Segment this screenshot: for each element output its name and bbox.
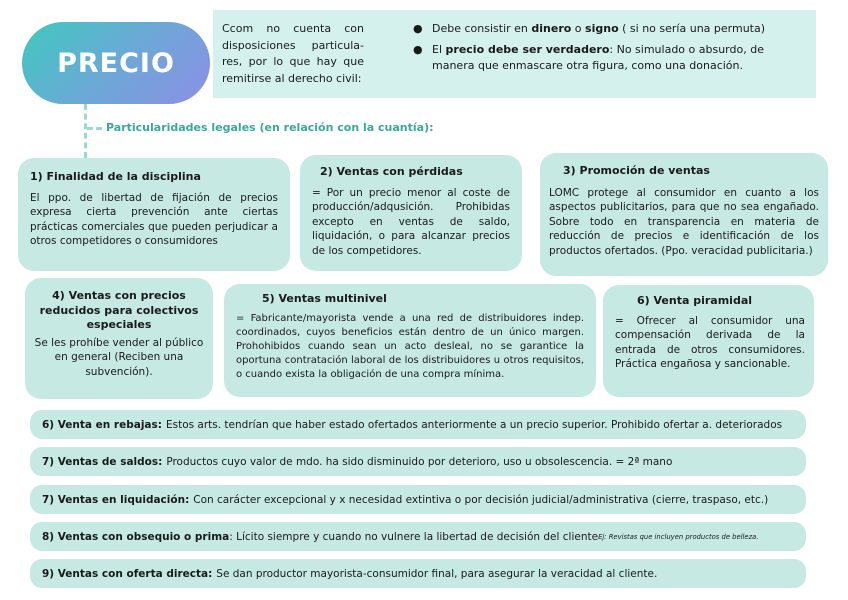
card-venta-piramidal: [603, 285, 814, 397]
card-ventas-multinivel: [224, 284, 596, 397]
page-title-text: PRECIO: [57, 47, 175, 79]
list-item-rebajas: 6) Venta en rebajas: Estos arts. tendrían que haber estado ofertados anteriormente a un precio superior. Prohibido ofertar a. deteriorados: [30, 410, 806, 439]
page-title: [22, 22, 210, 104]
requirements-list: [410, 21, 812, 77]
list-item-saldos: 7) Ventas de saldos: Productos cuyo valor de mdo. ha sido disminuido por deterioro, uso u obsolescencia. = 2ª mano: [30, 447, 806, 476]
card-title: 2) Ventas con pérdidas: [320, 165, 463, 178]
card-body: LOMC protege al consumidor en cuanto a los aspectos publicitarios, para que no sea engañado. Sobre todo en transparencia en materia de reducción de precios e identificación de los productos ofertados. (Ppo. veracidad publicitaria.): [549, 186, 819, 257]
requirement-true-price: ● El precio debe ser verdadero: No simulado o absurdo, de manera que enmascare otra figura, como una donación.: [413, 42, 764, 72]
card-title: 1) Finalidad de la disciplina: [30, 170, 201, 183]
card-title: 6) Venta piramidal: [637, 294, 753, 307]
card-title: 5) Ventas multinivel: [262, 292, 387, 305]
intro-text: Ccom no cuenta con disposiciones particula-res, por lo que hay que remitirse al derecho civil:: [222, 22, 364, 85]
list-item-oferta-directa: 9) Ventas con oferta directa: Se dan productor mayorista-consumidor final, para asegurar la veracidad al cliente.: [30, 559, 806, 588]
bullet-icon: ●: [413, 42, 423, 56]
card-promocion-ventas: [540, 153, 828, 276]
card-body: El ppo. de libertad de fijación de precios expresa cierta prevención ante ciertas prácticas comerciales que pueden perjudicar a otros competidores o consumidores: [30, 191, 278, 247]
bullet-icon: ●: [413, 22, 423, 35]
section-title: Particularidades legales (en relación con la cuantía):: [106, 121, 434, 134]
card-body: Se les prohíbe vender al público en general (Reciben una subvención).: [34, 336, 204, 378]
card-title: 4) Ventas con precios reducidos para colectivos especiales: [39, 289, 199, 331]
card-body: = Fabricante/mayorista vende a una red de distribuidores indep. coordinados, cuyos beneficios están dentro de un único margen. Prohohibidos cuando sean un acto desleal, no se garantice la oportuna contratación laboral de los distribuidores u otros requisitos, o cuando exista la obligación de una compra mínima.: [236, 312, 584, 380]
card-body: = Ofrecer al consumidor una compensación derivada de la entrada de otros consumidores. Práctica engañosa y sancionable.: [615, 314, 805, 370]
requirement-money: ● Debe consistir en dinero o signo ( si no sería una permuta): [410, 21, 812, 38]
list-item-obsequio: 8) Ventas con obsequio o prima : Lícito siempre y cuando no vulnere la libertad de decisión del cliente Ej: Revistas que incluyen productos de belleza.: [30, 522, 806, 551]
example-note: Ej: Revistas que incluyen productos de belleza.: [598, 532, 759, 541]
list-item-liquidacion: 7) Ventas en liquidación: Con carácter excepcional y x necesidad extintiva o por decisión judicial/administrativa (cierre, traspaso, etc.): [30, 485, 806, 514]
card-body: = Por un precio menor al coste de producción/adqusición. Prohibidas excepto en ventas de saldo, liquidación, o para alcanzar precios de los competidores.: [312, 186, 510, 257]
card-finalidad: [18, 158, 290, 271]
connector-line: [84, 104, 87, 158]
connector-line: [87, 127, 102, 130]
card-title: 3) Promoción de ventas: [563, 164, 710, 177]
card-precios-reducidos: [25, 278, 213, 399]
card-ventas-perdidas: [300, 155, 522, 271]
